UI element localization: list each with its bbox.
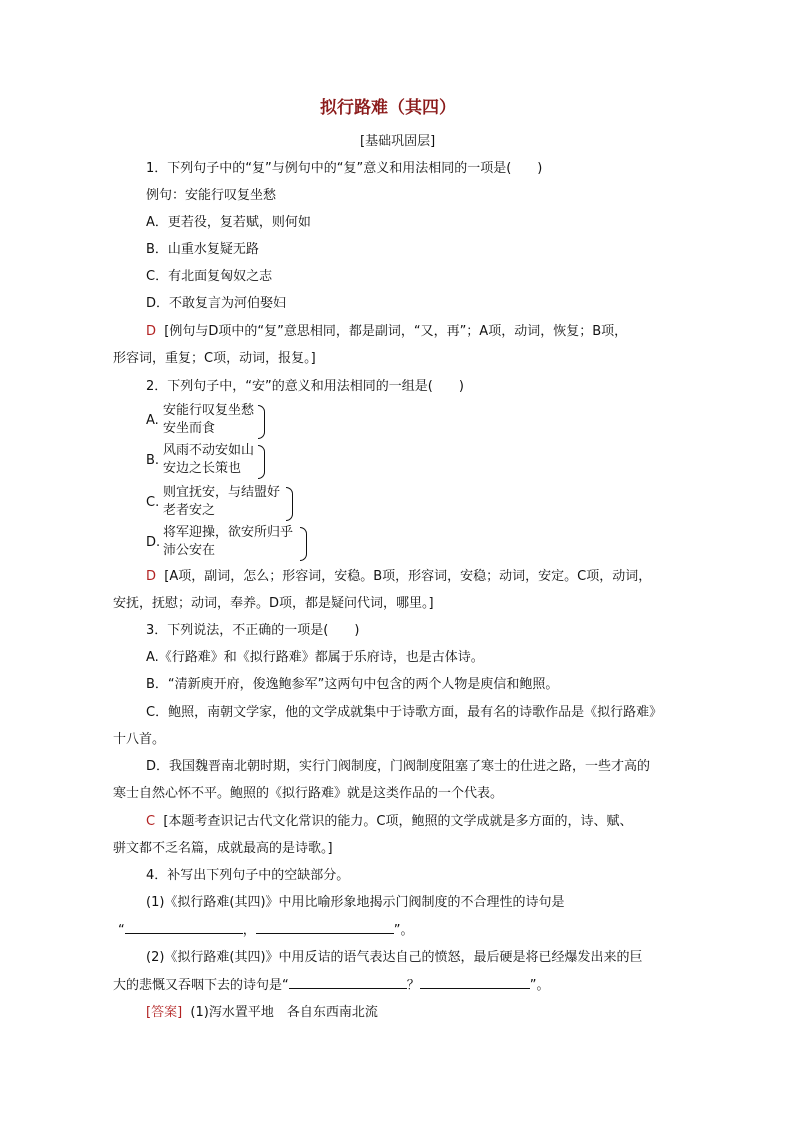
q2-option-c-brace	[286, 487, 293, 521]
q2-explanation-text: [A项，副词，怎么；形容词，安稳。B项，形容词，安稳；动词，安定。C项，动词，	[164, 569, 652, 584]
q2-stem: 2．下列句子中，“安”的意义和用法相同的一组是( )	[146, 379, 464, 394]
comma: ，	[242, 923, 256, 938]
open-quote-2: “	[282, 978, 289, 993]
q1-example: 例句：安能行叹复坐愁	[146, 188, 277, 203]
q2-option-b-letter: B.	[146, 453, 160, 468]
q4-part-1-blanks	[118, 921, 414, 940]
q2-option-a-line-1: 安能行叹复坐愁	[163, 403, 255, 418]
q1-option-a: A．更若役，复若赋，则何如	[146, 215, 311, 230]
q1-option-b: B．山重水复疑无路	[146, 242, 259, 257]
q2-option-b-brace	[258, 445, 265, 479]
q1-option-d: D．不敢复言为河伯娶妇	[146, 296, 287, 311]
q4-part-2-text: 大的悲慨又吞咽下去的诗句是	[113, 978, 283, 993]
q3-stem: 3．下列说法，不正确的一项是( )	[146, 623, 360, 638]
q3-option-a: A.《行路难》和《拟行路难》都属于乐府诗，也是古体诗。	[146, 650, 484, 665]
q2-answer-letter: D	[146, 569, 157, 584]
open-quote: “	[118, 923, 125, 938]
answer-label: [答案]	[146, 1005, 183, 1020]
q2-option-c-line-1: 则宜抚安，与结盟好	[163, 485, 281, 500]
q3-explanation-line-2: 骈文都不乏名篇，成就最高的是诗歌。]	[113, 841, 333, 856]
q2-option-b-line-2: 安边之长策也	[163, 461, 242, 476]
q2-option-a-line-2: 安坐而食	[163, 421, 216, 436]
q3-option-c-line-1: C．鲍照，南朝文学家，他的文学成就集中于诗歌方面，最有名的诗歌作品是《拟行路难》	[146, 705, 663, 720]
q1-explanation-line-2: 形容词，重复；C项，动词，报复。]	[113, 351, 316, 366]
q3-answer-letter: C	[146, 814, 156, 829]
q3-explanation-line-1	[146, 813, 633, 831]
section-label: [基础巩固层]	[360, 134, 436, 149]
q2-option-d-line-2: 沛公安在	[163, 543, 216, 558]
q3-option-c-line-2: 十八首。	[113, 732, 166, 747]
q2-option-b-line-1: 风雨不动安如山	[163, 443, 255, 458]
q2-option-d-brace	[300, 527, 307, 561]
q2-option-d-letter: D.	[146, 535, 161, 550]
q4-part-2-line-2	[113, 976, 550, 995]
blank-4[interactable]	[420, 976, 530, 989]
q2-option-a-brace	[258, 405, 265, 439]
q2-option-c-letter: C.	[146, 495, 160, 510]
q4-stem: 4．补写出下列句子中的空缺部分。	[146, 868, 350, 883]
q3-option-d-line-1: D．我国魏晋南北朝时期，实行门阀制度，门阀制度阻塞了寒士的仕进之路，一些才高的	[146, 759, 651, 774]
question-mark: ？	[406, 978, 420, 993]
page-title: 拟行路难（其四）	[320, 98, 456, 118]
answer-text: (1)泻水置平地 各自东西南北流	[190, 1005, 378, 1020]
blank-3[interactable]	[289, 976, 407, 989]
blank-1[interactable]	[125, 921, 243, 934]
q1-explanation-text: [例句与D项中的“复”意思相同，都是副词，“又，再”；A项，动词，恢复；B项，	[164, 324, 628, 339]
q1-answer-letter: D	[146, 324, 157, 339]
close-quote-2: ”。	[529, 978, 550, 993]
q2-option-d-line-1: 将军迎操，欲安所归乎	[163, 525, 294, 540]
q4-answer	[146, 1004, 378, 1022]
q3-option-b: B．“清新庾开府，俊逸鲍参军”这两句中包含的两个人物是庾信和鲍照。	[146, 677, 559, 692]
q4-part-2-line-1: (2)《拟行路难(其四)》中用反诘的语气表达自己的愤怒，最后硬是将已经爆发出来的巨	[146, 950, 643, 965]
q2-explanation-line-2: 安抚，抚慰；动词，奉养。D项，都是疑问代词，哪里。]	[113, 596, 434, 611]
q2-option-c-line-2: 老者安之	[163, 503, 216, 518]
blank-2[interactable]	[256, 921, 394, 934]
q1-option-c: C．有北面复匈奴之志	[146, 269, 273, 284]
q4-part-1: (1)《拟行路难(其四)》中用比喻形象地揭示门阀制度的不合理性的诗句是	[146, 895, 565, 910]
q3-explanation-text: [本题考查识记古代文化常识的能力。C项，鲍照的文学成就是多方面的，诗、赋、	[163, 814, 633, 829]
q1-stem: 1．下列句子中的“复”与例句中的“复”意义和用法相同的一项是( )	[146, 161, 543, 176]
q1-explanation-line-1	[146, 323, 627, 341]
close-quote: ”。	[393, 923, 414, 938]
q2-explanation-line-1	[146, 568, 651, 586]
q2-option-a-letter: A.	[146, 413, 159, 428]
q3-option-d-line-2: 寒士自然心怀不平。鲍照的《拟行路难》就是这类作品的一个代表。	[113, 786, 504, 801]
